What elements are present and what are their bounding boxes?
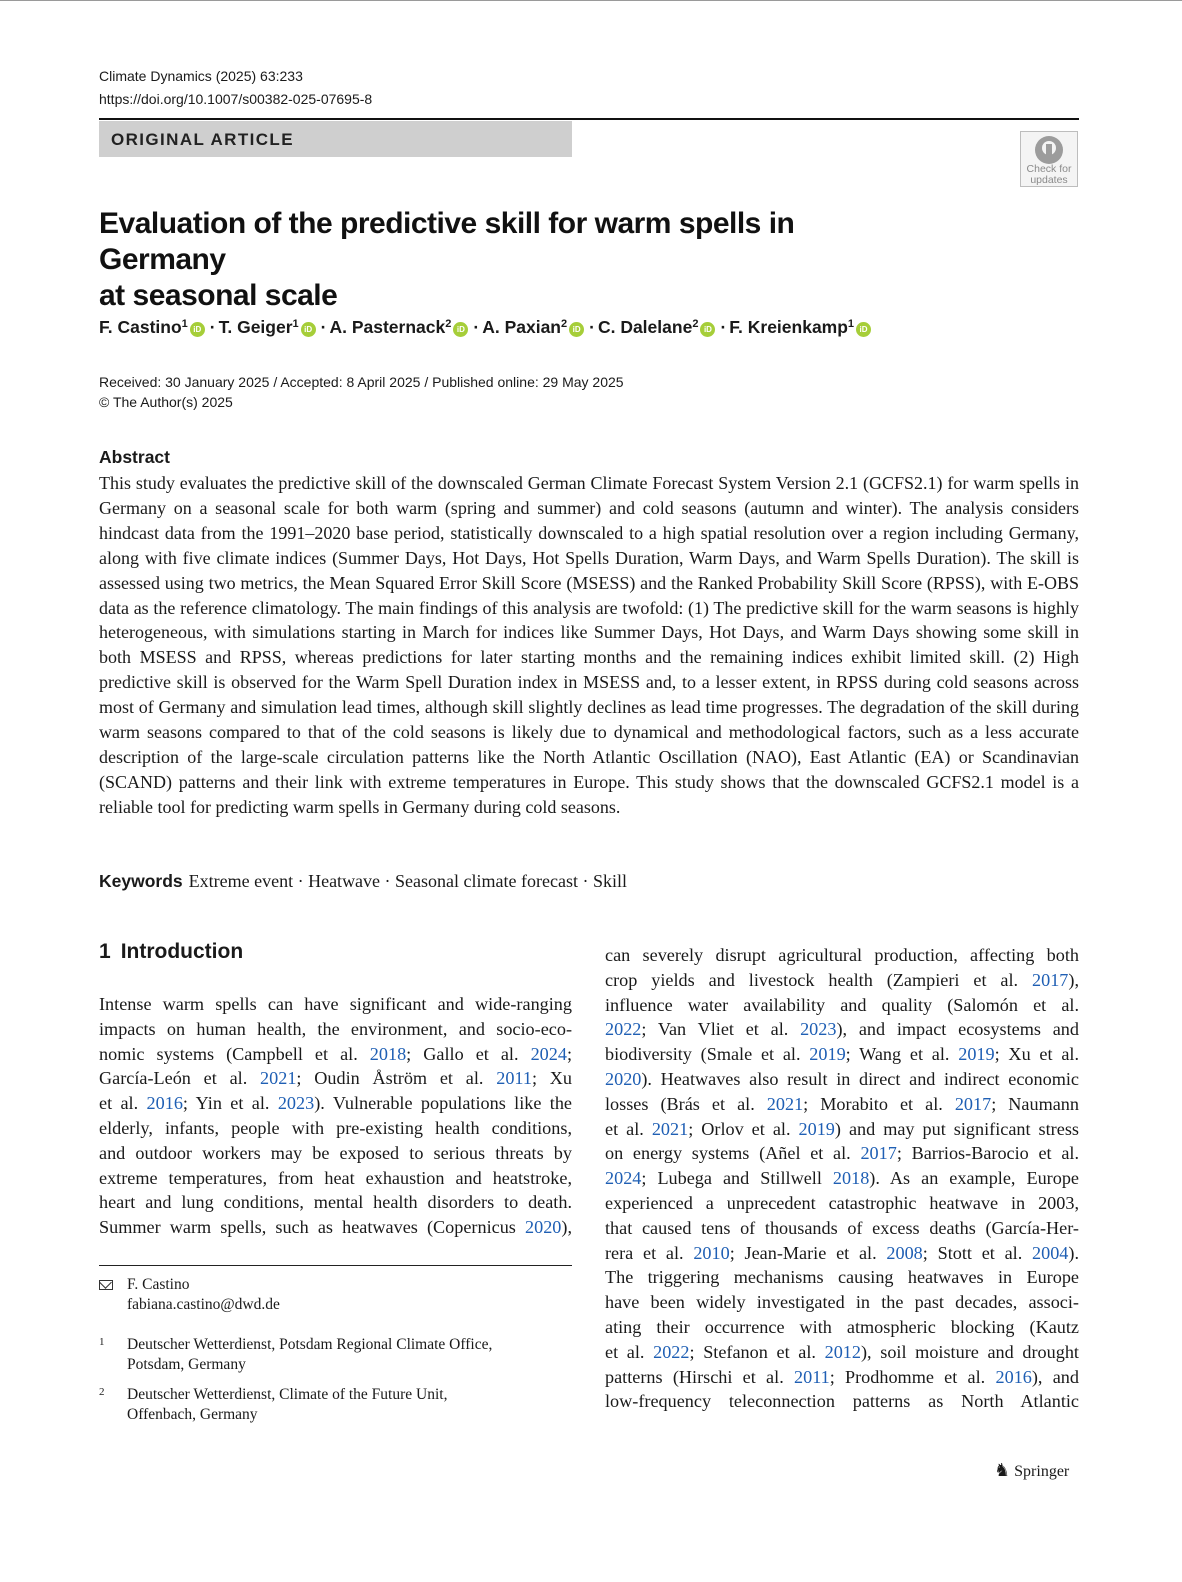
text-line: 2022; Van Vliet et al. 2023), and impact ecosystems and: [605, 1019, 1079, 1040]
citation-link[interactable]: 2021: [766, 1093, 804, 1114]
orcid-icon[interactable]: iD: [190, 322, 205, 337]
envelope-icon: [99, 1280, 113, 1290]
author-name[interactable]: F. Castino: [99, 317, 182, 337]
citation-link[interactable]: 2019: [798, 1118, 835, 1139]
text-line: influence water availability and quality (Salomón et al.: [605, 994, 1079, 1015]
intro-right-column: [605, 943, 1079, 1414]
title-line: Evaluation of the predictive skill for warm spells in Germany: [99, 207, 795, 276]
citation-link[interactable]: 2022: [605, 1019, 642, 1040]
author-name[interactable]: A. Paxian: [482, 317, 561, 337]
author-list: [99, 312, 873, 339]
keywords-heading: Keywords: [99, 871, 183, 891]
keywords-list: Extreme event · Heatwave · Seasonal climate forecast · Skill: [188, 871, 627, 891]
dates-line: Received: 30 January 2025 / Accepted: 8 April 2025 / Published online: 29 May 2025: [99, 374, 624, 390]
citation-link[interactable]: 2023: [277, 1093, 315, 1114]
citation-link[interactable]: 2024: [530, 1043, 567, 1064]
author-separator: ·: [320, 317, 327, 337]
author-affiliation-mark: 1: [847, 318, 855, 330]
citation-link[interactable]: 2017: [860, 1143, 897, 1164]
citation-link[interactable]: 2023: [800, 1019, 837, 1040]
citation-link[interactable]: 2008: [886, 1242, 923, 1263]
text-line: Intense warm spells can have significant and wide-ranging: [99, 994, 572, 1014]
abstract-text: This study evaluates the predictive skill of the downscaled German Climate Forecast System Version 2.1 (GCFS2.1) for warm spells in Germany on a seasonal scale for both warm (spring and summer) and cold seasons (autumn and winter). The analysis considers hindcast data from the 1991–2020 base period, statistically downscaled to a high spatial resolution over a region including Germany, along with five climate indices (Summer Days, Hot Days, Hot Spells Duration, Warm Days, and Warm Spells Duration). The skill is assessed using two metrics, the Mean Squared Error Skill Score (MSESS) and the Ranked Probability Skill Score (RPSS), with E-OBS data as the reference climatology. The main findings of this analysis are twofold: (1) The predictive skill for the warm seasons is highly heterogeneous, with simulations starting in March for indices like Summer Days, Hot Days, and Warm Days showing some skill in both MSESS and RPSS, whereas predictions for later starting months and the remaining indices exhibit limited skill. (2) High predictive skill is observed for the Warm Spell Duration index in MSESS and, to a lesser extent, in RPSS during cold seasons across most of Germany and simulation lead times, although skill slightly declines as lead time progresses. The degradation of the skill during warm seasons compared to that of the cold seasons is likely due to dynamical and methodological factors, such as a less accurate description of the large-scale circulation patterns like the North Atlantic Oscillation (NAO), East Atlantic (EA) or Scandinavian (SCAND) patterns and their link with extreme temperatures in Europe. This study shows that the downscaled GCFS2.1 model is a reliable tool for predicting warm spells in Germany during cold seasons.: [99, 473, 1079, 817]
orcid-icon[interactable]: iD: [301, 322, 316, 337]
journal-header: [99, 65, 372, 111]
citation-link[interactable]: 2016: [146, 1093, 183, 1114]
author-affiliation-mark: 1: [181, 318, 188, 330]
section-heading: [99, 940, 243, 964]
orcid-icon[interactable]: iD: [569, 322, 584, 337]
author-separator: ·: [473, 317, 480, 337]
author-separator: ·: [209, 317, 216, 337]
orcid-icon[interactable]: iD: [700, 322, 715, 337]
keywords: [99, 869, 627, 893]
header-rule: [99, 118, 1079, 120]
citation-link[interactable]: 2021: [260, 1068, 297, 1089]
citation-link[interactable]: 2018: [369, 1043, 407, 1064]
text-line: The triggering mechanisms causing heatwaves in Europe: [605, 1267, 1079, 1288]
corresponding-name: F. Castino: [127, 1276, 190, 1293]
author-name[interactable]: C. Dalelane: [597, 317, 693, 337]
publisher-name: Springer: [1014, 1463, 1070, 1480]
corresponding-email[interactable]: fabiana.castino@dwd.de: [127, 1296, 280, 1313]
article-type-label: ORIGINAL ARTICLE: [111, 130, 294, 149]
text-line: have been widely investigated in the past decades, associ-: [605, 1292, 1079, 1313]
abstract-heading: Abstract: [99, 447, 170, 467]
text-line: biodiversity (Smale et al. 2019; Wang et al. 2019; Xu et al.: [605, 1044, 1079, 1065]
text-line: García-León et al. 2021; Oudin Åström et al. 2011; Xu: [99, 1068, 572, 1089]
publisher-logo: [994, 1460, 1069, 1481]
springer-horse-icon: ♞: [994, 1460, 1011, 1480]
page-top-border: [0, 0, 1182, 1]
check-for-updates-badge[interactable]: [1020, 131, 1078, 187]
citation-link[interactable]: 2019: [809, 1044, 846, 1065]
text-line: nomic systems (Campbell et al. 2018; Gallo et al. 2024;: [99, 1043, 572, 1064]
author-name[interactable]: A. Pasternack: [329, 317, 446, 337]
title-line: at seasonal scale: [99, 279, 338, 312]
text-line: on energy systems (Añel et al. 2017; Barrios-Barocio et al.: [605, 1143, 1079, 1164]
citation-link[interactable]: 2020: [605, 1068, 642, 1089]
citation-link[interactable]: 2004: [1032, 1242, 1069, 1263]
text-line: elderly, infants, people with pre-existing health conditions,: [99, 1117, 572, 1138]
text-line: 2020). Heatwaves also result in direct and indirect economic: [605, 1068, 1079, 1089]
citation-link[interactable]: 2020: [525, 1217, 562, 1238]
author-affiliation-mark: 2: [445, 318, 452, 330]
text-line: low-frequency teleconnection patterns as North Atlantic: [605, 1391, 1079, 1412]
crossmark-icon: [1035, 136, 1063, 164]
footnote-rule: [99, 1265, 572, 1266]
citation-link[interactable]: 2010: [693, 1242, 730, 1263]
citation-link[interactable]: 2011: [794, 1366, 830, 1387]
copyright-line: © The Author(s) 2025: [99, 394, 233, 410]
author-name[interactable]: F. Kreienkamp: [729, 317, 848, 337]
text-line: 2024; Lubega and Stillwell 2018). As an example, Europe: [605, 1168, 1079, 1189]
citation-link[interactable]: 2017: [1032, 969, 1069, 990]
orcid-icon[interactable]: iD: [856, 322, 871, 337]
text-line: heart and lung conditions, mental health disorders to death.: [99, 1192, 572, 1213]
text-line: rera et al. 2010; Jean-Marie et al. 2008; Stott et al. 2004).: [605, 1242, 1079, 1263]
author-affiliation-mark: 2: [561, 318, 568, 330]
text-line: et al. 2016; Yin et al. 2023). Vulnerable populations like the: [99, 1093, 572, 1114]
author-name[interactable]: T. Geiger: [218, 317, 293, 337]
text-line: and outdoor workers may be exposed to serious threats by: [99, 1142, 572, 1163]
text-line: ating their occurrence with atmospheric blocking (Kautz: [605, 1316, 1079, 1337]
section-number: 1: [99, 940, 111, 963]
citation-link[interactable]: 2017: [954, 1093, 992, 1114]
text-line: et al. 2021; Orlov et al. 2019) and may put significant stress: [605, 1118, 1079, 1139]
text-line: impacts on human health, the environment, and socio-eco-: [99, 1018, 572, 1039]
text-line: that caused tens of thousands of excess deaths (García-Her-: [605, 1217, 1079, 1238]
author-separator: ·: [720, 317, 727, 337]
author-separator: ·: [589, 317, 595, 337]
crossmark-label: Check for updates: [1026, 163, 1072, 186]
publication-dates: [99, 372, 624, 412]
text-line: crop yields and livestock health (Zampieri et al. 2017),: [605, 969, 1079, 990]
orcid-icon[interactable]: iD: [453, 322, 468, 337]
text-line: extreme temperatures, from heat exhaustion and heatstroke,: [99, 1167, 572, 1188]
citation-link[interactable]: 2021: [651, 1118, 689, 1139]
intro-left-column: [99, 992, 572, 1240]
text-line: can severely disrupt agricultural production, affecting both: [605, 945, 1079, 965]
citation-link[interactable]: 2019: [958, 1044, 995, 1065]
article-type-banner: [99, 121, 572, 157]
citation-link[interactable]: 2024: [605, 1168, 642, 1189]
citation-link[interactable]: 2011: [496, 1068, 532, 1089]
journal-citation: Climate Dynamics (2025) 63:233: [99, 68, 303, 84]
author-affiliation-mark: 1: [292, 318, 299, 330]
citation-link[interactable]: 2016: [995, 1366, 1032, 1387]
doi-link[interactable]: https://doi.org/10.1007/s00382-025-07695-8: [99, 91, 373, 107]
citation-link[interactable]: 2018: [832, 1168, 870, 1189]
section-title: Introduction: [120, 940, 244, 963]
text-line: et al. 2022; Stefanon et al. 2012), soil moisture and drought: [605, 1341, 1079, 1362]
article-title: [99, 206, 919, 314]
text-line: patterns (Hirschi et al. 2011; Prodhomme et al. 2016), and: [605, 1366, 1079, 1387]
citation-link[interactable]: 2012: [824, 1341, 861, 1362]
citation-link[interactable]: 2022: [653, 1341, 690, 1362]
text-line: experienced a unprecedent catastrophic heatwave in 2003,: [605, 1192, 1079, 1213]
author-affiliation-mark: 2: [692, 318, 699, 330]
text-line: Summer warm spells, such as heatwaves (Copernicus 2020),: [99, 1217, 572, 1238]
text-line: losses (Brás et al. 2021; Morabito et al. 2017; Naumann: [605, 1093, 1079, 1114]
